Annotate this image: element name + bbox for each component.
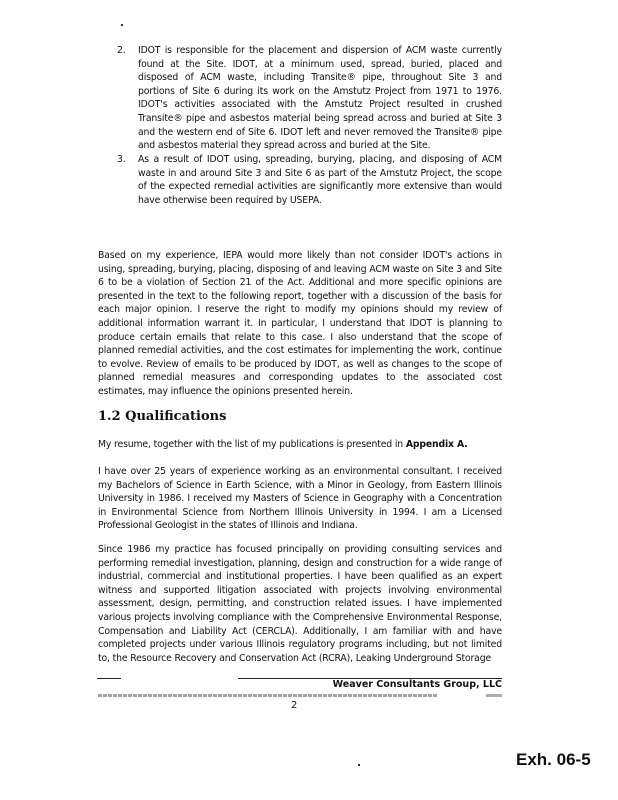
resume-paragraph (98, 438, 502, 452)
list-text: As a result of IDOT using, spreading, burying, placing, and disposing of ACM waste in and around Site 3 and Site 6 as part of the Amstutz Project, the scope of the expected remedial activities are significantly more extensive than would have otherwise been required by USEPA. (138, 154, 502, 206)
list-number: 2. (117, 45, 126, 56)
practice-paragraph: Since 1986 my practice has focused principally on providing consulting services and performing remedial investigation, planning, design and construction for a wide range of industrial, commercial and institutional properties. I have been qualified as an expert witness and supported litigation associated with projects involving environmental assessment, design, permitting, and construction related issues. I have implemented various projects involving compliance with the Comprehensive Environmental Response, Compensation and Liability Act (CERCLA). Additionally, I am familiar with and have completed projects under various Illinois regulatory programs including, but not limited to, the Resource Recovery and Conservation Act (RCRA), Leaking Underground Storage (98, 544, 502, 664)
scan-speck (358, 764, 360, 766)
footer-rule-short (97, 678, 121, 679)
appendix-reference: Appendix A. (405, 439, 468, 450)
footer-date (486, 694, 502, 697)
list-text: IDOT is responsible for the placement and dispersion of ACM waste currently found at the Site. IDOT, at a minimum used, spread, buried, placed and disposed of ACM waste, including Transite® pipe, throughout Site 3 and portions of Site 6 during its work on the Amstutz Project from 1971 to 1976. IDOT's activities associated with the Amstutz Project resulted in crushed Transite® pipe and asbestos material being spread across and buried at Site 3 and the western end of Site 6. IDOT left and never removed the Transite® pipe and asbestos material they spread across and buried at the Site. (138, 45, 502, 152)
resume-text: My resume, together with the list of my publications is presented in (98, 439, 406, 450)
section-heading: 1.2 Qualifications (98, 409, 227, 424)
education-paragraph: I have over 25 years of experience working as an environmental consultant. I received my Bachelors of Science in Earth Science, with a Minor in Geology, from Eastern Illinois University in 1986. I received my Masters of Science in Geography with a Concentration in Environmental Science from Northern Illinois University in 1994. I am a Licensed Professional Geologist in the states of Illinois and Indiana. (98, 466, 502, 532)
list-number: 3. (117, 154, 126, 165)
page-number: 2 (291, 700, 298, 711)
footer-file-path (98, 694, 438, 697)
opinion-paragraph: Based on my experience, IEPA would more likely than not consider IDOT's actions in using, spreading, burying, placing, disposing of and leaving ACM waste on Site 3 and Site 6 to be a violation of Section 21 of the Act. Additional and more specific opinions are presented in the text to the following report, together with a discussion of the basis for each major opinion. I reserve the right to modify my opinions should my review of additional information warrant it. In particular, I understand that IDOT is planning to produce certain emails that relate to this case. I also understand that the scope of planned remedial activities, and the cost estimates for implementing the work, continue to evolve. Review of emails to be produced by IDOT, as well as changes to the scope of planned remedial measures and corresponding updates to the associated cost estimates, may influence the opinions presented herein. (98, 250, 502, 397)
scan-speck (121, 24, 123, 26)
footer-firm-name: Weaver Consultants Group, LLC (332, 679, 502, 690)
exhibit-label: Exh. 06-5 (516, 750, 591, 769)
